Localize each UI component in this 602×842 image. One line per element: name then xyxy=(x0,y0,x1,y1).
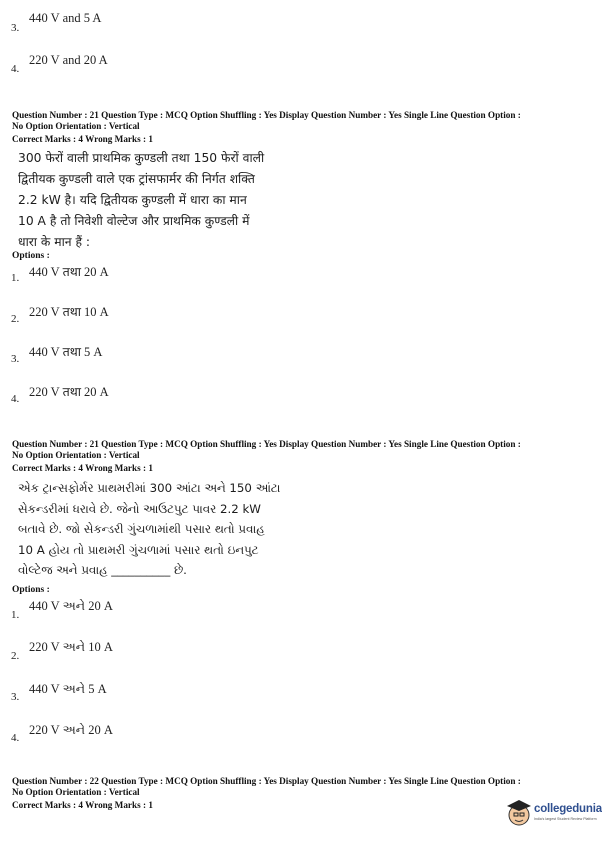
question-meta xyxy=(12,439,587,460)
option-number: 4. xyxy=(11,393,20,405)
option-number: 3. xyxy=(11,353,20,365)
option-number: 4. xyxy=(11,63,20,75)
meta-line: No Option Orientation : Vertical xyxy=(12,120,140,131)
marks-line: Correct Marks : 4 Wrong Marks : 1 xyxy=(12,134,153,144)
option-text: 440 V and 5 A xyxy=(29,11,102,25)
option-text: 220 V અને 20 A xyxy=(29,723,113,737)
question-meta xyxy=(12,110,587,131)
option-text: 440 V तथा 20 A xyxy=(29,265,109,279)
marks-line: Correct Marks : 4 Wrong Marks : 1 xyxy=(12,800,153,810)
option-number: 4. xyxy=(11,732,20,744)
option-number: 1. xyxy=(11,609,20,621)
question-line: 2.2 kW है। यदि द्वितीयक कुण्डली में धारा का मान xyxy=(18,193,247,207)
question-line: બતાવે છે. જો સેકન્ડરી ગુંચળામાંથી પસાર થતો પ્રવાહ xyxy=(18,522,265,536)
question-line: द्वितीयक कुण्डली वाले एक ट्रांसफार्मर की निर्गत शक्ति xyxy=(18,172,255,186)
question-meta xyxy=(12,776,587,797)
question-line: 10 A है तो निवेशी वोल्टेज और प्राथमिक कुण्डली में xyxy=(18,214,250,228)
meta-line: Question Number : 22 Question Type : MCQ Option Shuffling : Yes Display Question Number : Yes Single Line Question Option : xyxy=(12,776,521,786)
question-line: એક ટ્રાન્સફોર્મર પ્રાથમરીમાં 300 આંટા અને 150 આંટા xyxy=(18,481,281,495)
question-text xyxy=(18,148,264,253)
option-text: 440 V तथा 5 A xyxy=(29,345,103,359)
question-line: વોલ્ટેજ અને પ્રવાહ __________ છે. xyxy=(18,563,187,577)
option-text: 220 V and 20 A xyxy=(29,53,108,67)
graduate-avatar-icon xyxy=(505,798,533,828)
option-text: 220 V तथा 20 A xyxy=(29,385,109,399)
meta-line: Question Number : 21 Question Type : MCQ Option Shuffling : Yes Display Question Number : Yes Single Line Question Option : xyxy=(12,110,521,120)
options-label: Options : xyxy=(12,251,50,261)
collegedunia-watermark xyxy=(505,796,602,830)
option-number: 3. xyxy=(11,691,20,703)
option-text: 220 V અને 10 A xyxy=(29,640,113,654)
option-text: 440 V અને 20 A xyxy=(29,599,113,613)
question-line: 10 A હોય તો પ્રાથમરી ગુંચળામાં પસાર થતો ઇનપુટ xyxy=(18,542,259,557)
meta-line: Question Number : 21 Question Type : MCQ Option Shuffling : Yes Display Question Number : Yes Single Line Question Option : xyxy=(12,439,521,449)
option-number: 1. xyxy=(11,272,20,284)
option-number: 2. xyxy=(11,313,20,325)
option-text: 220 V तथा 10 A xyxy=(29,305,109,319)
brand-name xyxy=(534,803,602,815)
question-line: સેકન્ડરીમાં ધરાવે છે. જેનો આઉટપુટ પાવર 2.2 kW xyxy=(18,501,261,516)
options-label: Options : xyxy=(12,585,50,595)
brand-text: collegedunia xyxy=(534,803,602,815)
marks-line: Correct Marks : 4 Wrong Marks : 1 xyxy=(12,463,153,473)
question-line: धारा के मान हैं : xyxy=(18,235,91,249)
option-text: 440 V અને 5 A xyxy=(29,682,107,696)
option-number: 2. xyxy=(11,650,20,662)
question-line: 300 फेरों वाली प्राथमिक कुण्डली तथा 150 फेरों वाली xyxy=(18,151,265,165)
question-text xyxy=(18,478,280,581)
brand-tagline: India's largest Student Review Platform xyxy=(534,817,597,821)
option-number: 3. xyxy=(11,22,20,34)
meta-line: No Option Orientation : Vertical xyxy=(12,449,140,460)
meta-line: No Option Orientation : Vertical xyxy=(12,786,140,797)
